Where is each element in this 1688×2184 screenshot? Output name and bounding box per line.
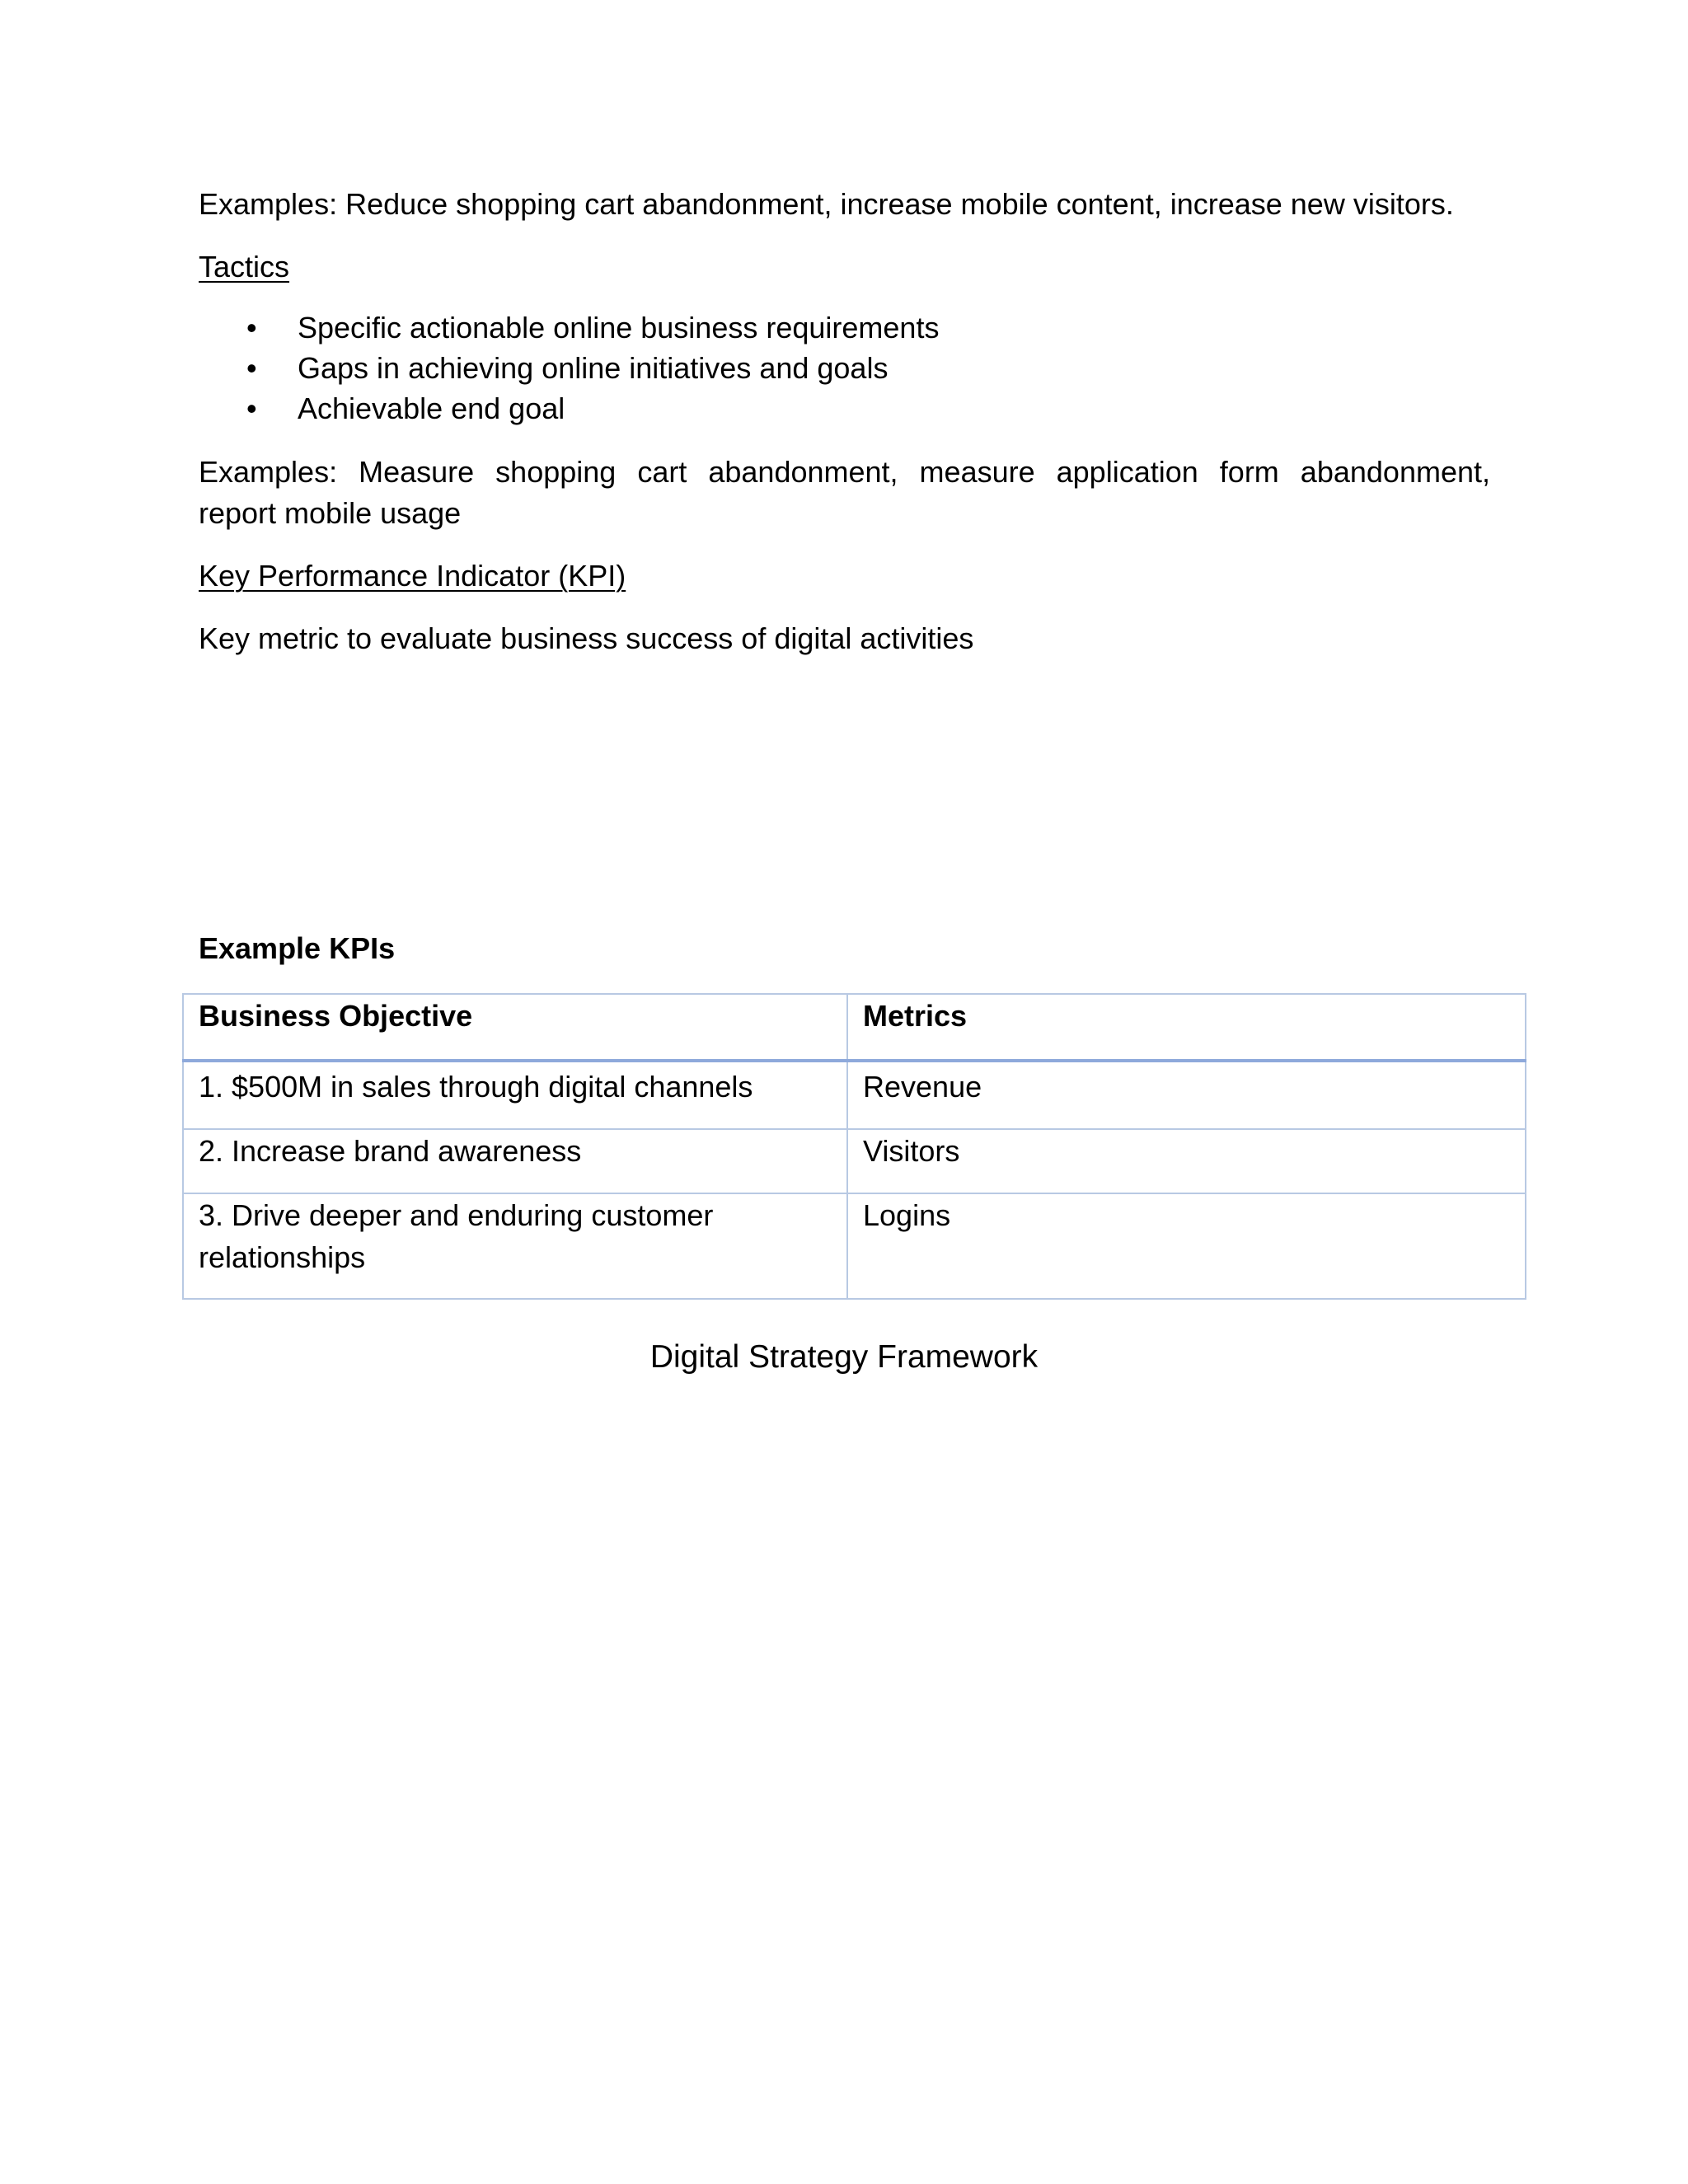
table-header-row bbox=[183, 994, 1526, 1061]
examples-paragraph-2-line-2: report mobile usage bbox=[199, 496, 462, 530]
bullet-icon: • bbox=[246, 351, 257, 385]
kpi-table bbox=[182, 993, 1526, 1300]
column-header-metrics: Metrics bbox=[847, 994, 1526, 1061]
metric-cell: Logins bbox=[847, 1193, 1526, 1299]
objective-cell: 3. Drive deeper and enduring customer relationships bbox=[183, 1193, 847, 1299]
examples-paragraph-1: Examples: Reduce shopping cart abandonment, increase mobile content, increase new visitors. bbox=[199, 187, 1454, 221]
kpi-definition: Key metric to evaluate business success of digital activities bbox=[199, 621, 974, 655]
tactic-text: Achievable end goal bbox=[298, 391, 565, 425]
bullet-icon: • bbox=[246, 311, 257, 344]
table-row bbox=[183, 1061, 1526, 1129]
objective-cell: 1. $500M in sales through digital channels bbox=[183, 1061, 847, 1129]
metric-cell: Visitors bbox=[847, 1129, 1526, 1193]
tactics-heading: Tactics bbox=[199, 250, 290, 284]
examples-paragraph-2-line-1: Examples: Measure shopping cart abandonment, measure application form abandonment, bbox=[199, 455, 1490, 489]
bullet-icon: • bbox=[246, 391, 257, 425]
table-row bbox=[183, 1129, 1526, 1193]
tactic-text: Specific actionable online business requirements bbox=[298, 311, 940, 344]
column-header-business-objective: Business Objective bbox=[183, 994, 847, 1061]
metric-cell: Revenue bbox=[847, 1061, 1526, 1129]
kpi-heading: Key Performance Indicator (KPI) bbox=[199, 559, 626, 593]
objective-cell: 2. Increase brand awareness bbox=[183, 1129, 847, 1193]
tactic-text: Gaps in achieving online initiatives and goals bbox=[298, 351, 889, 385]
table-row bbox=[183, 1193, 1526, 1299]
figure-caption: Digital Strategy Framework bbox=[649, 1339, 1039, 1375]
example-kpis-heading: Example KPIs bbox=[199, 931, 396, 965]
